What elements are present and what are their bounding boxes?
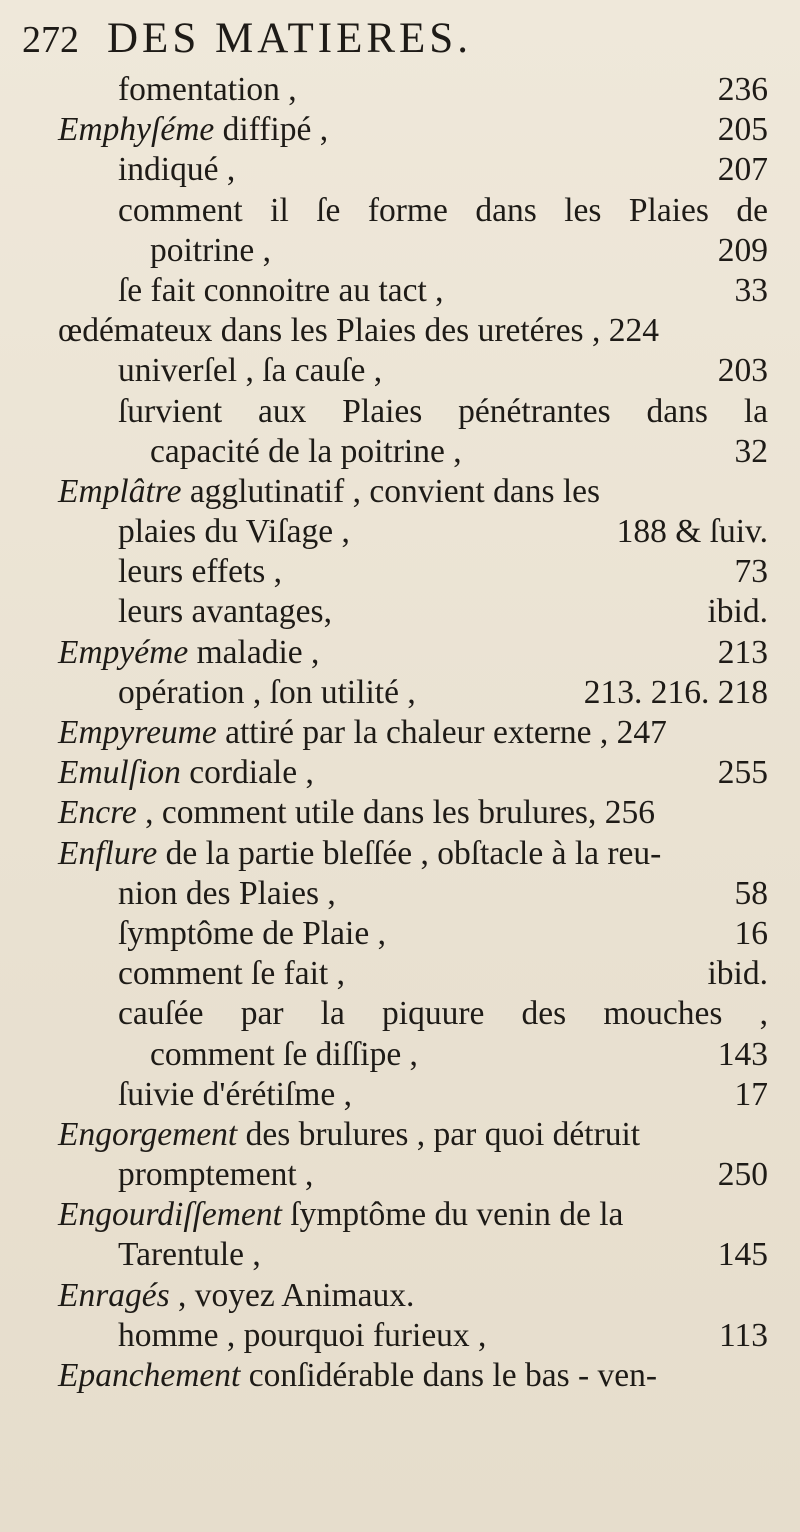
entry-body: leurs effets , [118,553,283,591]
entry-text [58,110,328,150]
index-entry [0,834,800,874]
entry-body: comment ſe diſſipe , [150,1035,418,1073]
index-entry [0,311,800,351]
entry-body: agglutinatif , convient dans les [181,472,601,510]
entry-text [150,1035,418,1075]
entry-headword: Empyéme [58,633,189,671]
entry-text [58,1115,640,1155]
page-reference: 16 [734,914,768,952]
page-reference: 213. 216. 218 [583,673,768,711]
page-reference: 32 [734,432,768,470]
entry-text [118,191,768,231]
page-reference: 203 [717,352,768,390]
entry-headword: Engourdiſſement [58,1196,282,1234]
index-entry [0,1075,800,1115]
entry-body: ſe fait connoitre au tact , [118,271,444,309]
entry-text [118,552,282,592]
entry-text [58,713,667,753]
index-entry [0,150,800,190]
index-entry [0,70,800,110]
entry-body: indiqué , [118,151,236,189]
index-entry [0,231,800,271]
entry-text [118,1155,313,1195]
entry-text [118,994,768,1034]
entry-text [58,472,600,512]
entry-text [118,1316,486,1356]
page-reference: 205 [717,111,768,149]
page-reference: 58 [734,874,768,912]
entry-body: ſuivie d'érétiſme , [118,1075,352,1113]
page-reference: 255 [717,754,768,792]
index-entry [0,191,800,231]
index-entry [0,1115,800,1155]
index-entry [0,552,800,592]
entry-text [150,231,271,271]
entry-body: , comment utile dans les brulures, 256 [136,794,655,832]
entry-headword: Encre [58,794,137,832]
entry-body: plaies du Viſage , [118,513,350,551]
page-reference: 33 [734,271,768,309]
index-entry [0,1276,800,1316]
entry-body: attiré par la chaleur externe , 247 [216,714,667,751]
entry-body: comment il ſe forme dans les Plaies de [118,191,768,229]
entry-body: capacité de la poitrine , [150,432,462,470]
index-entry [0,793,800,833]
entry-body: œdémateux dans les Plaies des uretéres , 224 [58,312,659,350]
entry-text [118,271,444,311]
page-reference: 113 [718,1316,768,1354]
entry-text [118,914,386,954]
entry-body: des brulures , par quoi détruit [237,1115,641,1153]
page-header [22,14,582,64]
index-entry [0,392,800,432]
entry-text [58,793,655,833]
entry-body: ſymptôme du venin de la [281,1196,624,1234]
entry-text [150,432,462,472]
index-entry [0,351,800,391]
entry-text [58,834,661,874]
index-entry [0,1316,800,1356]
entry-body: ſurvient aux Plaies pénétrantes dans la [118,392,768,430]
index-entry [0,432,800,472]
entry-text [58,1195,623,1235]
index-entry [0,472,800,512]
entry-text [118,592,332,632]
entry-headword: Emplâtre [58,472,182,510]
page-reference: 188 & ſuiv. [616,513,768,551]
page-number: 272 [22,19,79,61]
index-entry [0,874,800,914]
entry-body: homme , pourquoi furieux , [118,1316,487,1354]
index-entry [0,1035,800,1075]
entry-text [58,1356,657,1396]
running-title: DES MATIERES. [107,15,472,62]
page-reference: 250 [717,1156,768,1194]
page-reference: ibid. [707,593,768,631]
entry-text [118,351,382,391]
entry-body: univerſel , ſa cauſe , [118,352,383,390]
entry-body: nion des Plaies , [118,874,336,912]
entry-headword: Engorgement [58,1115,238,1153]
index-entry [0,954,800,994]
index-entry [0,753,800,793]
page-reference: 73 [734,553,768,591]
entry-headword: Epanchement [58,1357,241,1394]
page-reference: 145 [717,1236,768,1274]
entry-text [118,150,235,190]
entry-text [118,673,416,713]
index-entry [0,1356,800,1396]
entry-headword: Emphyſéme [58,111,215,149]
entry-body: Tarentule , [118,1236,261,1274]
entry-body: opération , ſon utilité , [118,673,416,711]
index-entry [0,1155,800,1195]
page-reference: 209 [717,231,768,269]
index-entries [0,70,800,1396]
entry-text [118,392,768,432]
entry-text [58,1276,414,1316]
entry-text [118,954,345,994]
entry-body: fomentation , [118,71,297,108]
index-entry [0,914,800,954]
entry-body: comment ſe fait , [118,955,345,993]
index-entry [0,713,800,753]
entry-text [118,70,297,110]
entry-text [118,1075,352,1115]
entry-body: leurs avantages, [118,593,332,631]
index-entry [0,512,800,552]
entry-headword: Enflure [58,834,158,872]
entry-body: ſymptôme de Plaie , [118,914,386,952]
entry-body: , voyez Animaux. [169,1276,415,1314]
page-reference: 17 [734,1075,768,1113]
page-reference: 236 [717,71,768,108]
entry-body: poitrine , [150,231,271,269]
index-entry [0,592,800,632]
entry-headword: Enragés [58,1276,170,1314]
entry-text [118,512,350,552]
entry-body: maladie , [188,633,320,671]
entry-body: conſidérable dans le bas - ven- [240,1357,658,1394]
entry-body: promptement , [118,1156,314,1194]
entry-body: de la partie bleſſée , obſtacle à la reu- [157,834,662,872]
entry-headword: Empyreume [58,714,217,751]
entry-text [58,633,319,673]
page-reference: 143 [717,1035,768,1073]
entry-body: cordiale , [180,754,314,792]
page-reference: 213 [717,633,768,671]
index-entry [0,1235,800,1275]
entry-body: diffipé , [214,111,329,149]
index-entry [0,110,800,150]
entry-headword: Emulſion [58,754,181,792]
page-reference: 207 [717,151,768,189]
entry-text [58,311,659,351]
index-entry [0,673,800,713]
index-entry [0,994,800,1034]
entry-text [118,1235,261,1275]
page-reference: ibid. [707,955,768,993]
index-entry [0,633,800,673]
entry-text [58,753,314,793]
entry-body: cauſée par la piquure des mouches , [118,995,768,1033]
index-entry [0,271,800,311]
index-entry [0,1195,800,1235]
entry-text [118,874,336,914]
